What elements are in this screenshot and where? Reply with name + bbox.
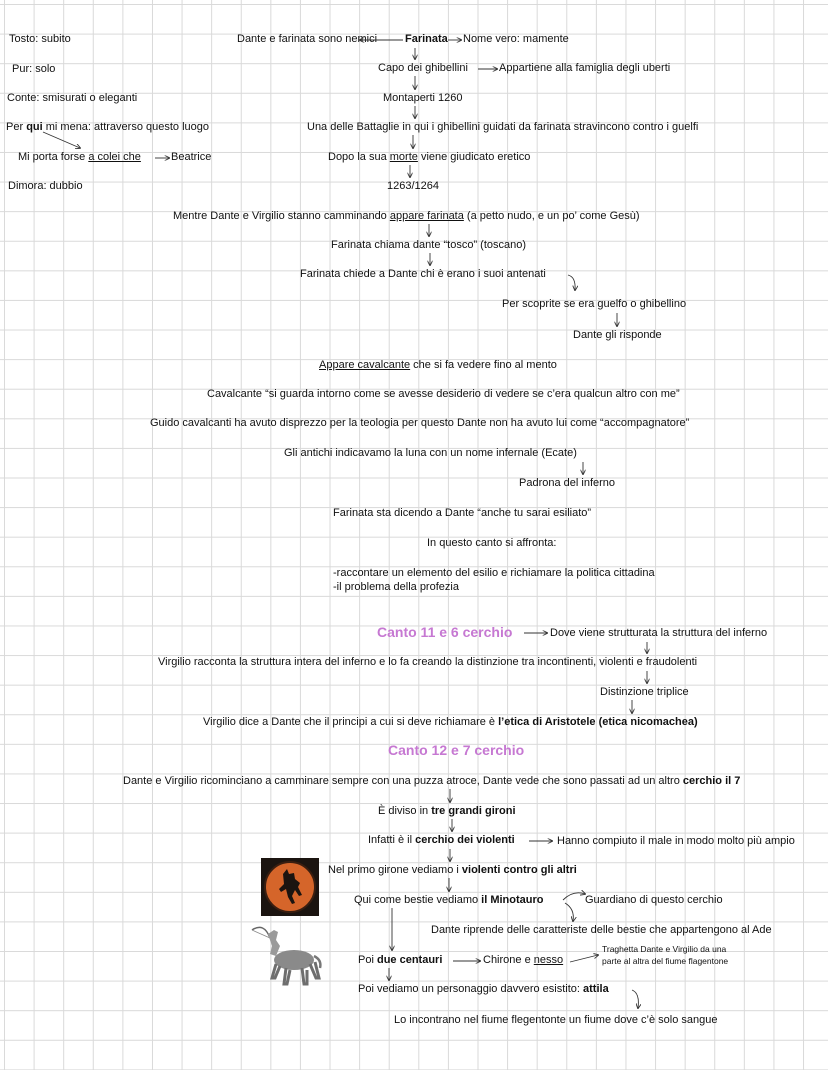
canto11-heading: Canto 11 e 6 cerchio bbox=[377, 624, 513, 640]
canto10-cavalcante-underlined: Appare cavalcante bbox=[319, 359, 411, 371]
farinata-anni: 1263/1264 bbox=[387, 180, 439, 192]
arrow-to-traghetta bbox=[570, 955, 598, 962]
arrow-curve-incontrano bbox=[632, 990, 638, 1008]
note-dimora: Dimora: dubbio bbox=[8, 180, 83, 192]
canto12-riprende: Dante riprende delle caratteriste delle bestie che appartengono al Ade bbox=[431, 924, 772, 936]
farinata-famiglia: Appartiene alla famiglia degli uberti bbox=[499, 62, 671, 74]
canto10-guarda: Cavalcante “si guarda intorno come se avesse desiderio di vedere se c’era qualcun altro con me” bbox=[207, 388, 680, 400]
canto10-guido: Guido cavalcanti ha avuto disprezzo per la teologia per questo Dante non ha avuto lui come “accompagnatore” bbox=[150, 417, 690, 429]
note-tosto: Tosto: subito bbox=[9, 33, 71, 45]
farinata-nemici: Dante e farinata sono nemici bbox=[237, 33, 378, 45]
canto11-etica-text: Virgilio dice a Dante che il principi a cui si deve richiamare è bbox=[203, 716, 499, 728]
farinata-nome-vero: Nome vero: mamente bbox=[463, 33, 569, 45]
canto10-mentre-rest: (a petto nudo, e un po’ come Gesù) bbox=[463, 210, 640, 222]
canto10-raccontare: -raccontare un elemento del esilio e richiamare la politica cittadina bbox=[333, 567, 655, 579]
canto10-appare-underlined: appare farinata bbox=[389, 210, 464, 222]
canto10-scoprite: Per scoprite se era guelfo o ghibellino bbox=[502, 298, 687, 310]
canto12-gironi-bold: tre grandi gironi bbox=[431, 805, 516, 817]
canto12-violenti-bold: cerchio dei violenti bbox=[415, 834, 515, 846]
canto12-attila-bold: attila bbox=[583, 983, 609, 995]
note-beatrice: Beatrice bbox=[171, 151, 212, 163]
farinata-dopo-text: Dopo la sua bbox=[328, 151, 390, 163]
canto12-centauri-bold: due centauri bbox=[376, 954, 443, 966]
canto10-cavalcante-rest: che si fa vedere fino al mento bbox=[410, 359, 557, 371]
canto10-affronta: In questo canto si affronta: bbox=[427, 537, 557, 549]
canto12-traghetta-line2: parte al altra del fiume flagentone bbox=[602, 956, 729, 966]
canto11-racconta: Virgilio racconta la struttura intera del inferno e lo fa creando la distinzione tra incontinenti, violenti e fraudolenti bbox=[158, 656, 698, 668]
canto12-diviso-text: È diviso in bbox=[378, 805, 432, 817]
canto12-guardiano: Guardiano di questo cerchio bbox=[585, 894, 723, 906]
canto10-tosco: Farinata chiama dante “tosco” (toscano) bbox=[331, 239, 527, 251]
canto12-bestie-text: Qui come bestie vediamo bbox=[354, 894, 482, 906]
canto12-compiuto: Hanno compiuto il male in modo molto più ampio bbox=[557, 835, 795, 847]
canto11-etica-bold: l’etica di Aristotele (etica nicomachea) bbox=[498, 716, 698, 728]
canto12-incontrano: Lo incontrano nel fiume flegentonte un fiume dove c’è solo sangue bbox=[394, 1014, 718, 1026]
canto12-cerchio-bold: cerchio il 7 bbox=[682, 775, 741, 787]
note-qui-bold: qui bbox=[26, 121, 43, 133]
canto11-triplice: Distinzione triplice bbox=[600, 686, 689, 698]
farinata-dopo-rest: viene giudicato eretico bbox=[417, 151, 531, 163]
note-per-text: Per bbox=[6, 121, 27, 133]
canto12-minotauro-bold: il Minotauro bbox=[481, 894, 544, 906]
arrow-qui-to-colei bbox=[43, 132, 80, 148]
note-mi-text: Mi porta forse bbox=[18, 151, 89, 163]
canto12-attila-text: Poi vediamo un personaggio davvero esistito: bbox=[358, 983, 584, 995]
canto10-mentre-text: Mentre Dante e Virgilio stanno camminando bbox=[173, 210, 390, 222]
canto10-risponde: Dante gli risponde bbox=[573, 329, 662, 341]
farinata-montaperti: Montaperti 1260 bbox=[383, 92, 463, 104]
canto12-nesso-underlined: nesso bbox=[533, 954, 564, 966]
arrow-curve-riprende bbox=[565, 903, 573, 921]
note-pur: Pur: solo bbox=[12, 63, 56, 75]
canto12-primo-text: Nel primo girone vediamo i bbox=[328, 864, 462, 876]
canto12-ricominciano-text: Dante e Virgilio ricominciano a camminare sempre con una puzza atroce, Dante vede che sono passati ad un altro bbox=[123, 775, 683, 787]
note-conte: Conte: smisurati o eleganti bbox=[7, 92, 138, 104]
farinata-morte-underlined: morte bbox=[389, 151, 418, 163]
canto10-esiliato: Farinata sta dicendo a Dante “anche tu sarai esiliato” bbox=[333, 507, 592, 519]
canto12-centauri-text: Poi bbox=[358, 954, 377, 966]
arrow-curve-scoprite bbox=[568, 275, 575, 290]
note-per-rest: mi mena: attraverso questo luogo bbox=[42, 121, 209, 133]
canto10-luna: Gli antichi indicavamo la luna con un nome infernale (Ecate) bbox=[284, 447, 577, 459]
canto11-dove: Dove viene strutturata la struttura del inferno bbox=[550, 627, 768, 639]
canto12-primo-bold: violenti contro gli altri bbox=[461, 864, 577, 876]
farinata-title: Farinata bbox=[405, 33, 448, 45]
note-colei-underlined: a colei che bbox=[88, 151, 141, 163]
farinata-battaglie: Una delle Battaglie in qui i ghibellini guidati da farinata stravincono contro i guelfi bbox=[307, 121, 699, 133]
canto12-chirone-text: Chirone e bbox=[483, 954, 534, 966]
canto10-antenati: Farinata chiede a Dante chi è erano i suoi antenati bbox=[300, 268, 546, 280]
canto12-infatti-text: Infatti è il bbox=[368, 834, 416, 846]
canto12-traghetta-line1: Traghetta Dante e Virgilio da una bbox=[602, 944, 727, 954]
canto12-heading: Canto 12 e 7 cerchio bbox=[388, 742, 525, 758]
canto10-padrona: Padrona del inferno bbox=[519, 477, 616, 489]
farinata-capo: Capo dei ghibellini bbox=[378, 62, 468, 74]
arrow-curve-guardiano bbox=[563, 893, 585, 900]
canto10-profezia: -il problema della profezia bbox=[333, 581, 459, 593]
